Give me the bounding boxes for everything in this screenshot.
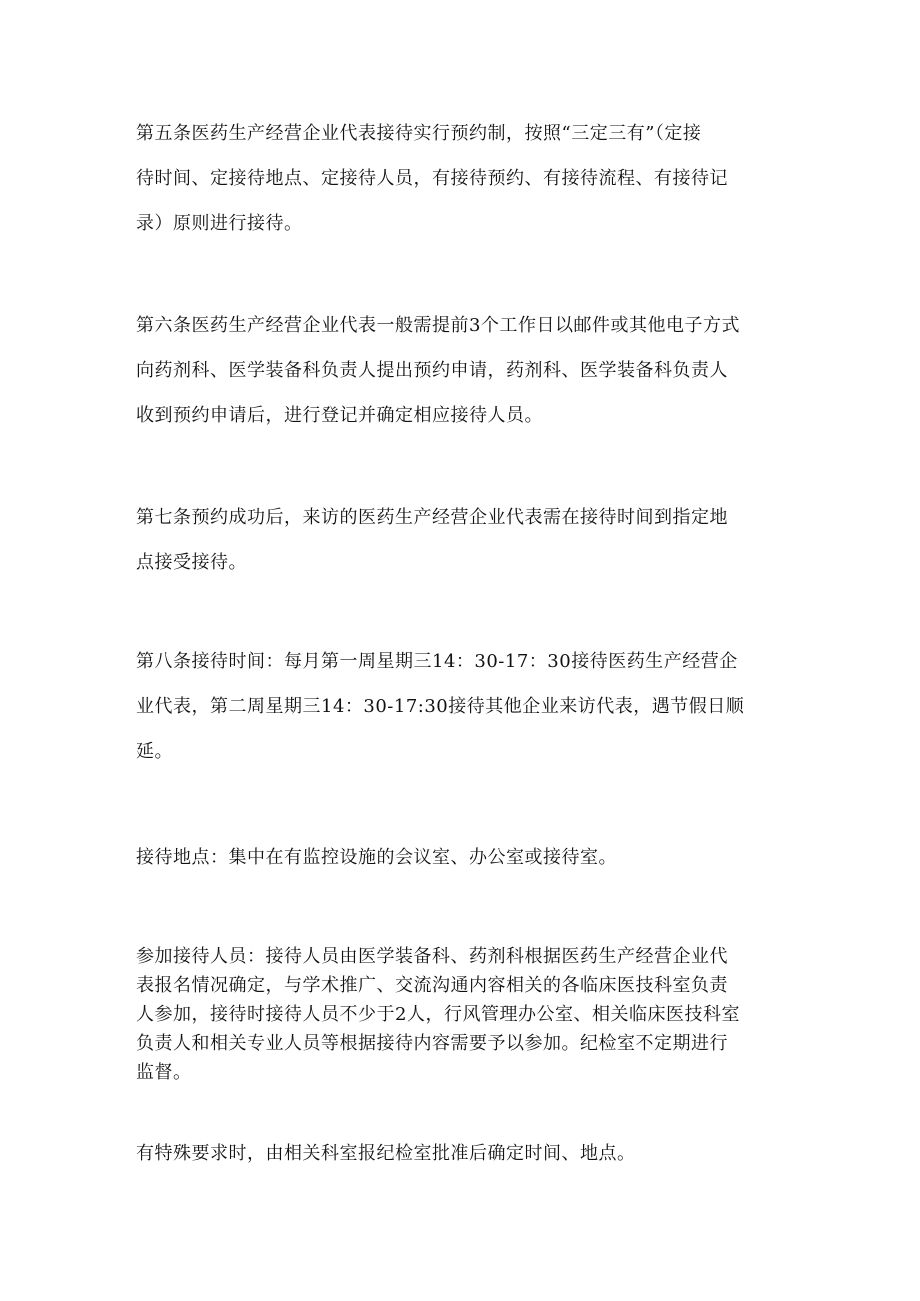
text-line: 人参加，接待时接待人员不少于2人，行风管理办公室、相关临床医技科室 xyxy=(136,1004,740,1025)
text-line: 表报名情况确定，与学术推广、交流沟通内容相关的各临床医技科室负责 xyxy=(136,975,728,996)
text-line: 第六条医药生产经营企业代表一般需提前3个工作日以邮件或其他电子方式 xyxy=(136,315,740,336)
text-line: 有特殊要求时，由相关科室报纪检室批准后确定时间、地点。 xyxy=(136,1143,636,1164)
text-line: 负责人和相关专业人员等根据接待内容需要予以参加。纪检室不定期进行 xyxy=(136,1033,728,1054)
text-line: 业代表，第二周星期三14：30-17:30接待其他企业来访代表，遇节假日顺 xyxy=(136,696,745,717)
text-line: 监督。 xyxy=(136,1062,192,1083)
paragraph-reception-staff xyxy=(136,942,788,1087)
paragraph-reception-location xyxy=(136,835,788,880)
paragraph-article-8 xyxy=(136,639,788,774)
paragraph-special-requirements xyxy=(136,1131,788,1176)
text-line: 第七条预约成功后，来访的医药生产经营企业代表需在接待时间到指定地 xyxy=(136,507,728,528)
paragraph-article-7 xyxy=(136,495,788,585)
paragraph-article-5 xyxy=(136,111,788,246)
text-line: 接待地点：集中在有监控设施的会议室、办公室或接待室。 xyxy=(136,847,617,868)
text-line: 录）原则进行接待。 xyxy=(136,213,303,234)
text-line: 第五条医药生产经营企业代表接待实行预约制，按照“三定三有”（定接 xyxy=(136,123,702,144)
text-line: 点接受接待。 xyxy=(136,552,247,573)
text-line: 收到预约申请后，进行登记并确定相应接待人员。 xyxy=(136,405,543,426)
text-line: 延。 xyxy=(136,741,173,762)
text-line: 参加接待人员：接待人员由医学装备科、药剂科根据医药生产经营企业代 xyxy=(136,946,728,967)
paragraph-article-6 xyxy=(136,303,788,438)
text-line: 第八条接待时间：每月第一周星期三14：30-17：30接待医药生产经营企 xyxy=(136,651,738,672)
text-line: 待时间、定接待地点、定接待人员，有接待预约、有接待流程、有接待记 xyxy=(136,168,728,189)
text-line: 向药剂科、医学装备科负责人提出预约申请，药剂科、医学装备科负责人 xyxy=(136,360,728,381)
